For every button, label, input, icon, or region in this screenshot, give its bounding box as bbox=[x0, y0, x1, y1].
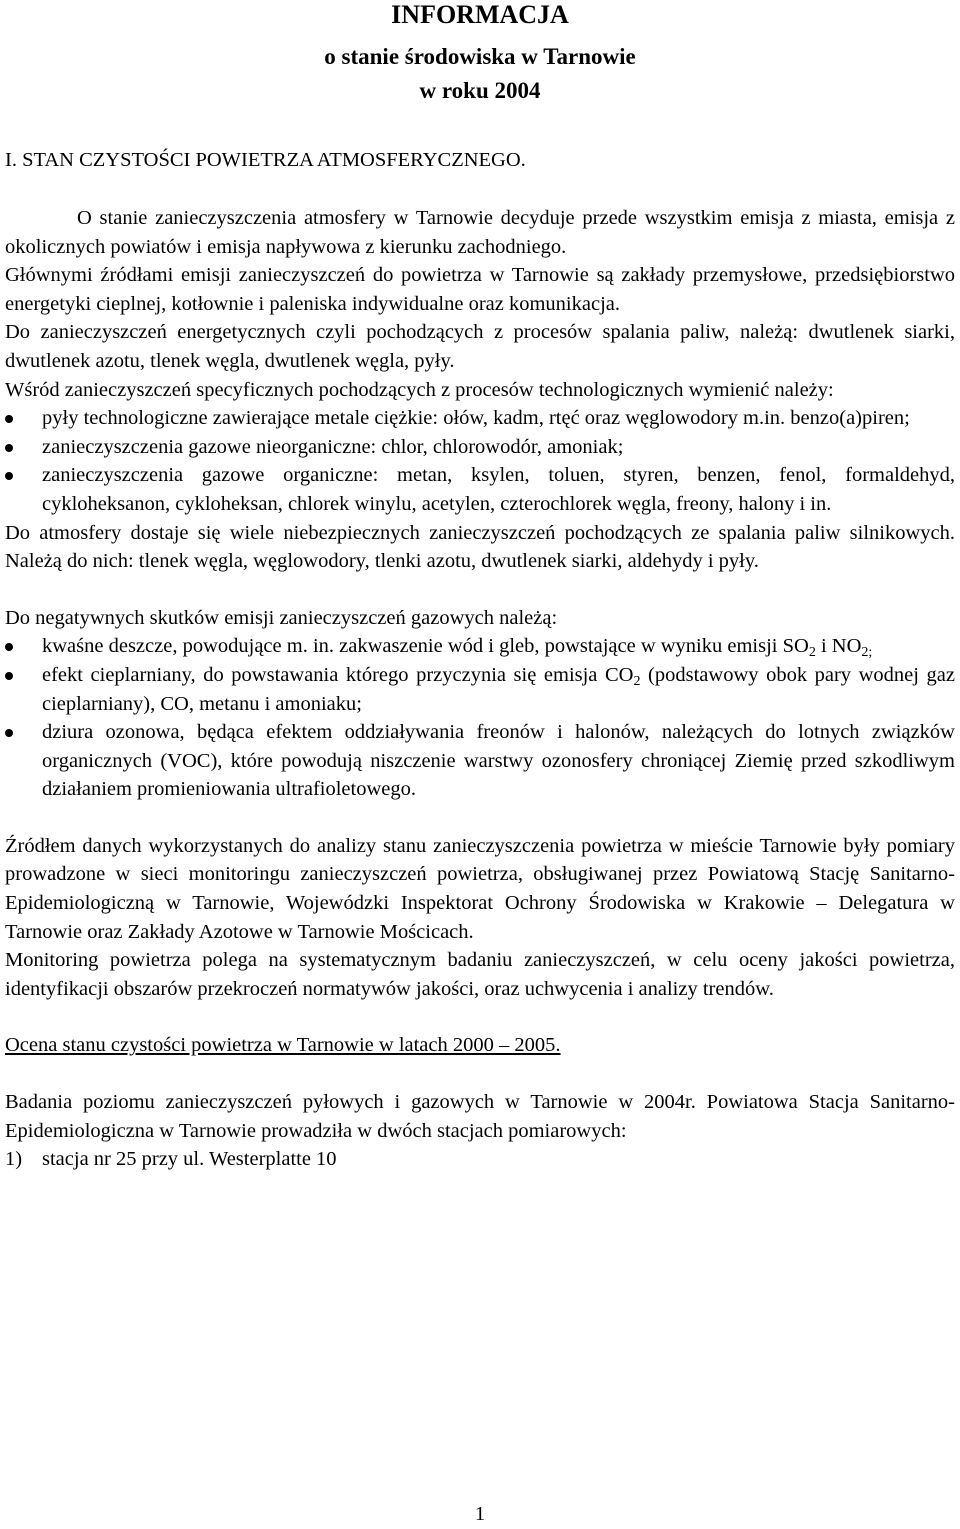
bullet-icon bbox=[5, 672, 13, 680]
document-subtitle-line1: o stanie środowiska w Tarnowie bbox=[324, 44, 636, 69]
list-item: zanieczyszczenia gazowe organiczne: metan, ksylen, toluen, styren, benzen, fenol, formaldehyd, cykloheksanon, cykloheksan, chlorek winylu, acetylen, czterochlorek węgla, freony, halony i in. bbox=[5, 461, 955, 518]
paragraph-energy-pollutants: Do zanieczyszczeń energetycznych czyli pochodzących z procesów spalania paliw, należą: dwutlenek siarki, dwutlenek azotu, tlenek węgla, dwutlenek węgla, pyły. bbox=[5, 321, 955, 372]
section-heading: I. STAN CZYSTOŚCI POWIETRZA ATMOSFERYCZNEGO. bbox=[5, 149, 526, 171]
paragraph-data-sources: Źródłem danych wykorzystanych do analizy stanu zanieczyszczenia powietrza w mieście Tarnowie były pomiary prowadzone w sieci monitoringu zanieczyszczeń powietrza, obsługiwanej przez Powiatową Stację Sanitarno-Epidemiologiczną w Tarnowie, Wojewódzki Inspektorat Ochrony Środowiska w Krakowie – Delegatura w Tarnowie oraz Zakłady Azotowe w Tarnowie Mościcach. bbox=[5, 834, 955, 943]
bullet-icon bbox=[5, 415, 13, 423]
list-item: pyły technologiczne zawierające metale ciężkie: ołów, kadm, rtęć oraz węglowodory m.in. benzo(a)piren; bbox=[5, 404, 955, 433]
specific-pollutants-list bbox=[5, 404, 955, 518]
stations-list bbox=[5, 1145, 955, 1174]
bullet-icon bbox=[5, 729, 13, 737]
paragraph-measurements: Badania poziomu zanieczyszczeń pyłowych i gazowych w Tarnowie w 2004r. Powiatowa Stacja Sanitarno-Epidemiologiczna w Tarnowie prowadziła w dwóch stacjach pomiarowych: bbox=[5, 1091, 955, 1142]
bullet-icon bbox=[5, 643, 13, 651]
paragraph-monitoring: Monitoring powietrza polega na systematycznym badaniu zanieczyszczeń, w celu oceny jakości powietrza, identyfikacji obszarów przekroczeń normatywów jakości, oraz uchwycenia i analizy trendów. bbox=[5, 949, 955, 1000]
paragraph-vehicle-fuel: Do atmosfery dostaje się wiele niebezpiecznych zanieczyszczeń pochodzących ze spalania paliw silnikowych. Należą do nich: tlenek węgla, węglowodory, tlenki azotu, dwutlenek siarki, aldehydy i pyły. bbox=[5, 521, 955, 573]
paragraph-emission-sources-overview: O stanie zanieczyszczenia atmosfery w Tarnowie decyduje przede wszystkim emisja z miasta, emisja z okolicznych powiatów i emisja napływowa z kierunku zachodniego. bbox=[5, 207, 955, 258]
paragraph-main-sources: Głównymi źródłami emisji zanieczyszczeń do powietrza w Tarnowie są zakłady przemysłowe, przedsiębiorstwo energetyki cieplnej, kotłownie i paleniska indywidualne oraz komunikacja. bbox=[5, 264, 955, 315]
list-item: kwaśne deszcze, powodujące m. in. zakwaszenie wód i gleb, powstające w wyniku emisji $SO_2$ i $NO_{2;}$ bbox=[5, 632, 955, 661]
list-item: zanieczyszczenia gazowe nieorganiczne: chlor, chlorowodór, amoniak; bbox=[5, 433, 955, 462]
bullet-icon bbox=[5, 472, 13, 480]
bullet-icon bbox=[5, 444, 13, 452]
document-subtitle-line2: w roku 2004 bbox=[419, 78, 541, 103]
document-page bbox=[5, 0, 955, 1174]
paragraph-negative-effects: Do negatywnych skutków emisji zanieczyszczeń gazowych należą: bbox=[5, 606, 558, 629]
list-item: efekt cieplarniany, do powstawania którego przyczynia się emisja $CO_2$ (podstawowy obok pary wodnej gaz cieplarniany), CO, metanu i amoniaku; bbox=[5, 661, 955, 718]
list-item: dziura ozonowa, będąca efektem oddziaływania freonów i halonów, należących do lotnych związków organicznych (VOC), które powodują niszczenie warstwy ozonosfery chroniącej Ziemię przed szkodliwym działaniem promieniowania ultrafioletowego. bbox=[5, 718, 955, 804]
list-item: 1) stacja nr 25 przy ul. Westerplatte 10 bbox=[5, 1148, 337, 1171]
document-title: INFORMACJA bbox=[391, 0, 569, 29]
paragraph-specific-pollutants: Wśród zanieczyszczeń specyficznych pochodzących z procesów technologicznych wymienić należy: bbox=[5, 378, 834, 401]
page-number: 1 bbox=[474, 1503, 486, 1525]
subsection-heading: Ocena stanu czystości powietrza w Tarnowie w latach 2000 – 2005. bbox=[5, 1034, 561, 1057]
negative-effects-list bbox=[5, 632, 955, 804]
